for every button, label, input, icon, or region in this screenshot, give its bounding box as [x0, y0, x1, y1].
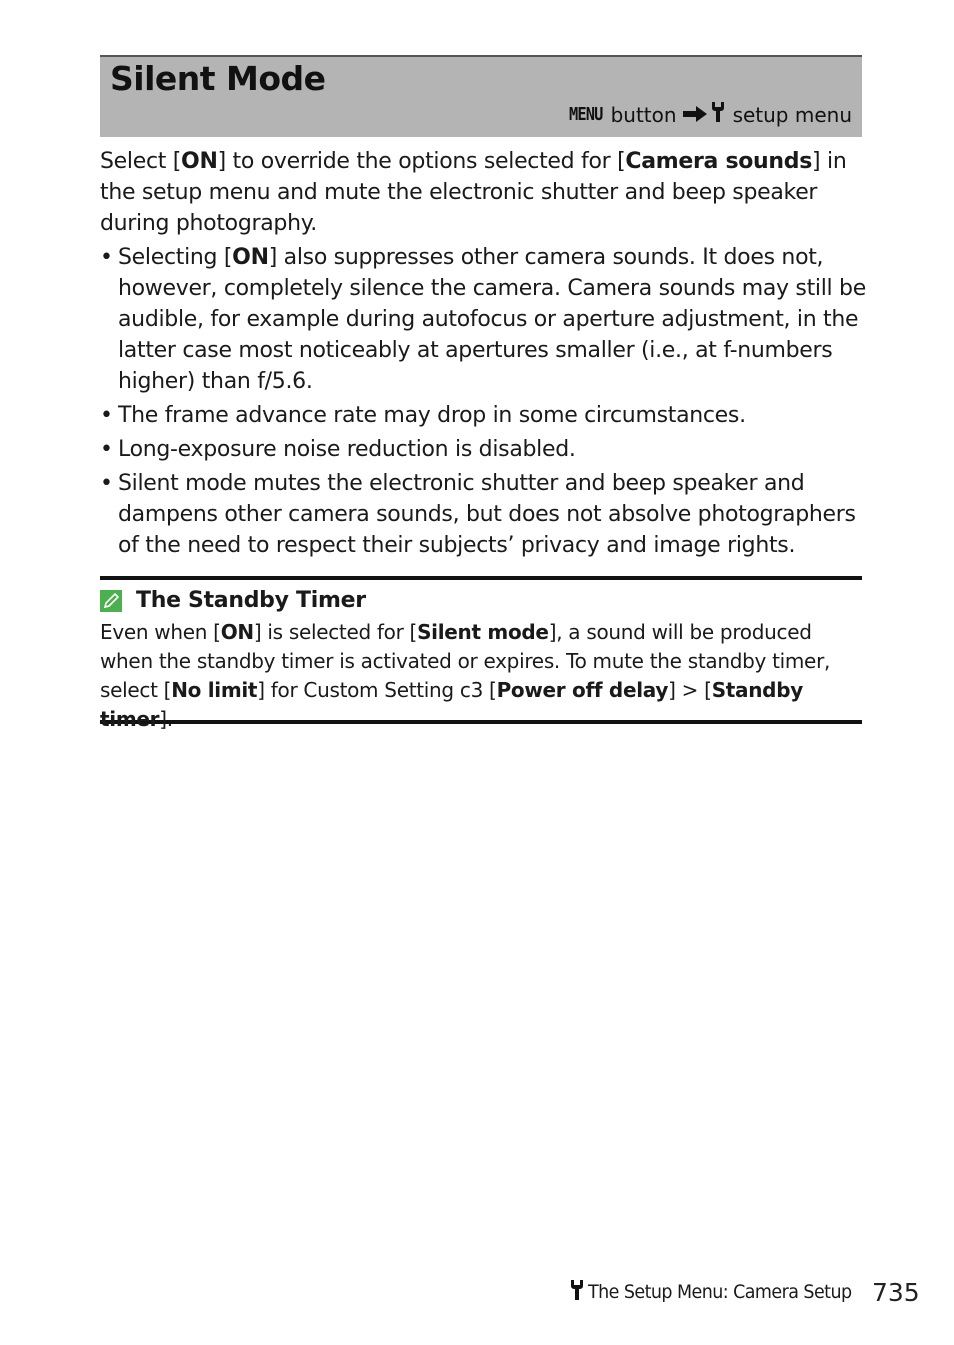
- route-menu-text: setup menu: [732, 102, 852, 127]
- list-item: [100, 468, 866, 561]
- list-item-text: Silent mode mutes the electronic shutter and beep speaker and dampens other camera sounds, but does not absolve photographers of the need to respect their subjects’ privacy and image rights.: [118, 471, 856, 558]
- list-item: [100, 434, 866, 465]
- route-button-text: button: [610, 102, 677, 127]
- note-text: ] is selected for [: [253, 620, 418, 644]
- page-number: 735: [872, 1278, 920, 1307]
- list-item: [100, 242, 866, 397]
- wrench-icon: [570, 1278, 584, 1306]
- note-text: ], a sound will be produced when the standby timer is activated or expires. To mute the standby timer, select [: [100, 620, 831, 702]
- list-item: [100, 400, 866, 431]
- list-item-text: Selecting [: [118, 245, 233, 270]
- note-body: [100, 618, 866, 734]
- note-bold: No limit: [171, 678, 258, 702]
- note-text: ] for Custom Setting c3 [: [257, 678, 497, 702]
- note-bold: Silent mode: [417, 620, 549, 644]
- note-title: The Standby Timer: [136, 588, 366, 613]
- note-heading: [100, 588, 366, 613]
- page-title: Silent Mode: [110, 59, 326, 98]
- menu-key-label: MENU: [569, 104, 603, 125]
- note-text: ] > [: [668, 678, 712, 702]
- section-header: [100, 55, 862, 137]
- bullet-list: [100, 242, 866, 564]
- intro-paragraph: [100, 146, 866, 239]
- note-text: Even when [: [100, 620, 221, 644]
- menu-route: [569, 101, 852, 128]
- list-item-text: The frame advance rate may drop in some circumstances.: [118, 403, 746, 428]
- note-box: [100, 576, 862, 731]
- note-bold: ON: [220, 620, 254, 644]
- list-item-bold: ON: [232, 245, 269, 270]
- intro-bold-camera-sounds: Camera sounds: [625, 149, 813, 174]
- wrench-icon: [711, 101, 725, 128]
- pencil-note-icon: [100, 590, 122, 612]
- note-bold: Power off delay: [496, 678, 669, 702]
- intro-bold-on: ON: [181, 149, 218, 174]
- list-item-text: Long-exposure noise reduction is disabled.: [118, 437, 576, 462]
- note-bold: Standby timer: [100, 678, 803, 731]
- page-footer: [570, 1278, 874, 1306]
- intro-text: Select [: [100, 149, 182, 174]
- intro-text: ] to override the options selected for [: [217, 149, 626, 174]
- footer-section-title: The Setup Menu: Camera Setup: [588, 1281, 852, 1303]
- note-text: ].: [159, 707, 173, 731]
- list-item-text: ] also suppresses other camera sounds. It does not, however, completely silence the camera. Camera sounds may still be audible, for example during autofocus or aperture adjustment, in the latter case most noticeably at apertures smaller (i.e., at f-numbers higher) than f/5.6.: [118, 245, 866, 394]
- arrow-right-icon: [683, 103, 707, 127]
- intro-text: ] in the setup menu and mute the electronic shutter and beep speaker during photography.: [100, 149, 847, 236]
